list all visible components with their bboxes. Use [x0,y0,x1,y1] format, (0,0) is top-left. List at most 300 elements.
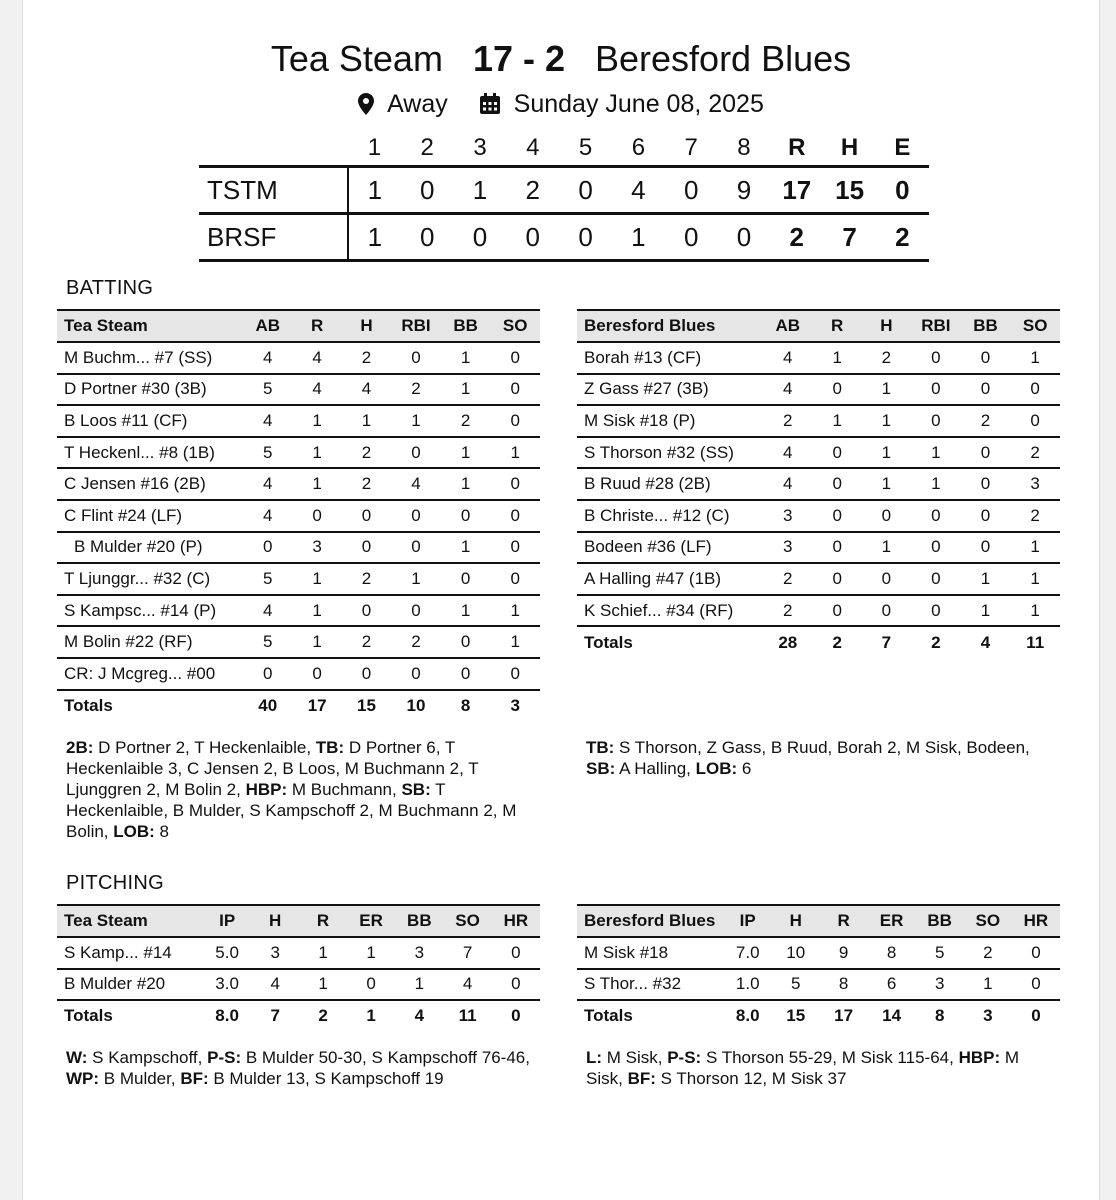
player-name: T Ljunggr... #32 (C) [57,563,243,595]
player-row [57,595,540,627]
stat-value: 0 [342,532,391,564]
stat-value: 1 [293,405,342,437]
player-row [57,342,540,374]
stat-value: 0 [243,658,293,690]
stat-value: 4 [763,437,813,469]
stat-value: 7.0 [724,937,772,969]
stat-value: 1 [862,374,911,406]
total-value: 11 [458,1006,477,1026]
player-row [57,626,540,658]
player-row [57,937,540,969]
stat-value: 0 [293,500,342,532]
inning-runs: 0 [665,214,718,261]
pitching-table-away [577,904,1060,1032]
batting-notes-away [586,737,1056,779]
stat-value: 1 [1010,342,1060,374]
pitching-table-home [57,904,540,1032]
total-value: 2 [318,1006,328,1026]
total-value: 40 [258,695,278,715]
note-label: LOB: [113,822,155,841]
stat-header-row [57,310,540,342]
stat-value: 3 [763,500,813,532]
note-text: 6 [737,759,752,778]
stat-value: 1 [299,969,347,1001]
inning-runs: 1 [348,167,401,214]
game-title [23,38,1099,80]
stat-value: 8 [820,969,868,1001]
stat-header: R [293,310,342,342]
inning-header: 8 [737,134,751,161]
total-value: 8.0 [735,1006,760,1026]
stat-value: 2 [1010,500,1060,532]
stat-value: 0 [961,437,1011,469]
note-label: P-S: [667,1048,702,1067]
stat-value: 1 [441,342,491,374]
stat-value: 0 [862,500,911,532]
note-label: BF: [180,1069,209,1088]
stat-value: 4 [293,342,342,374]
inning-runs: 1 [454,167,507,214]
team-header: Tea Steam [57,310,243,342]
note-label: L: [586,1048,603,1067]
stat-value: 1 [347,937,395,969]
batting-table-home [57,309,540,721]
stat-value: 4 [342,374,391,406]
stat-value: 2 [1010,437,1060,469]
player-row [57,969,540,1001]
player-row [577,468,1060,500]
note-text: S Thorson 12, M Sisk 37 [655,1069,847,1088]
stat-header-row [577,310,1060,342]
stat-value: 0 [1010,405,1060,437]
final-score: 17 - 2 [472,38,565,79]
inning-header: 4 [526,134,540,161]
stat-value: 0 [391,342,441,374]
player-name: C Jensen #16 (2B) [57,468,243,500]
stat-value: 0 [1010,374,1060,406]
stat-value: 3 [916,969,964,1001]
totals-label: Totals [584,632,633,652]
stat-header: R [299,905,347,937]
stat-value: 0 [391,500,441,532]
stat-header: SO [1010,310,1060,342]
stat-value: 1 [293,563,342,595]
stat-header: IP [724,905,772,937]
rhe-value: 0 [876,167,929,214]
stat-value: 2 [391,626,441,658]
total-value: 2 [931,632,941,652]
total-value: 3 [510,695,520,715]
player-name: A Halling #47 (1B) [577,563,763,595]
stat-value: 0 [492,969,540,1001]
note-label: P-S: [207,1048,242,1067]
stat-header: R [820,905,868,937]
stat-value: 0 [243,532,293,564]
note-text: S Kampschoff, [87,1048,208,1067]
player-name: K Schief... #34 (RF) [577,595,763,627]
totals-row [57,690,540,722]
team-header: Beresford Blues [577,310,763,342]
stat-value: 0 [961,500,1011,532]
stat-value: 1 [441,437,491,469]
batting-section-title: BATTING [66,277,154,299]
location-pin-icon [358,93,374,115]
stat-value: 0 [813,500,862,532]
stat-value: 0 [813,374,862,406]
note-text: 8 [154,822,169,841]
stat-value: 10 [772,937,820,969]
inning-runs: 1 [348,214,401,261]
note-text: A Halling, [615,759,696,778]
stat-value: 0 [813,437,862,469]
player-row [577,969,1060,1001]
stat-value: 1 [293,468,342,500]
note-label: BF: [627,1069,656,1088]
stat-header: RBI [391,310,441,342]
stat-header: SO [443,905,491,937]
stat-value: 1 [441,595,491,627]
stat-value: 1 [391,563,441,595]
stat-value: 0 [342,500,391,532]
stat-value: 0 [813,563,862,595]
stat-value: 9 [820,937,868,969]
stat-value: 2 [964,937,1012,969]
stat-value: 0 [961,342,1011,374]
stat-value: 1.0 [724,969,772,1001]
note-text: T Heckenlaible, B Mulder, S Kampschoff 2, M Buchmann 2, M Bolin, [66,780,517,841]
note-text: M Sisk, [602,1048,668,1067]
pitching-notes-home [66,1047,536,1089]
inning-header: 3 [473,134,487,161]
totals-row [577,1000,1060,1032]
total-value: 8 [460,695,471,715]
total-value: 15 [357,695,376,715]
game-date: Sunday June 08, 2025 [513,90,764,118]
player-row [577,342,1060,374]
total-value: 7 [270,1006,280,1026]
stat-value: 4 [243,342,293,374]
note-label: LOB: [695,759,738,778]
stat-value: 0 [347,969,395,1001]
stat-value: 5 [243,626,293,658]
player-row [57,532,540,564]
player-name: Z Gass #27 (3B) [577,374,763,406]
note-text: M Buchmann, [287,780,402,799]
stat-value: 1 [490,626,540,658]
player-name: S Thor... #32 [577,969,724,1001]
note-label: HBP: [245,780,288,799]
total-value: 0 [1031,1006,1041,1026]
stat-value: 2 [763,595,813,627]
note-label: SB: [586,759,616,778]
player-name: T Heckenl... #8 (1B) [57,437,243,469]
total-value: 2 [832,632,842,652]
totals-row [577,626,1060,658]
inning-runs: 9 [718,167,771,214]
player-name: B Christe... #12 (C) [577,500,763,532]
player-name: M Buchm... #7 (SS) [57,342,243,374]
stat-value: 4 [243,595,293,627]
player-name: S Kampsc... #14 (P) [57,595,243,627]
player-row [57,563,540,595]
stat-value: 4 [443,969,491,1001]
stat-value: 1 [490,437,540,469]
stat-value: 1 [342,405,391,437]
player-name: B Ruud #28 (2B) [577,468,763,500]
stat-value: 2 [961,405,1011,437]
batting-table-away [577,309,1060,658]
stat-value: 2 [342,342,391,374]
stat-header: ER [347,905,395,937]
stat-header: HR [492,905,540,937]
stat-value: 2 [763,563,813,595]
stat-value: 1 [293,595,342,627]
note-text: B Mulder, [99,1069,181,1088]
stat-value: 2 [342,563,391,595]
note-text: S Thorson 55-29, M Sisk 115-64, [701,1048,959,1067]
player-name: B Mulder #20 (P) [57,532,243,564]
total-value: 0 [511,1006,521,1026]
stat-value: 1 [293,437,342,469]
stat-value: 1 [961,563,1011,595]
player-row [57,658,540,690]
total-value: 17 [307,695,327,715]
stat-value: 0 [911,374,961,406]
stat-value: 0 [391,532,441,564]
stat-value: 1 [1010,595,1060,627]
line-score-row [199,167,929,214]
stat-value: 4 [391,468,441,500]
note-text: D Portner 6, T Heckenlaible 3, C Jensen 2, B Loos, M Buchmann 2, T Ljunggren 2, M Bolin 2, [66,738,479,799]
stat-header-row [57,905,540,937]
stat-value: 1 [961,595,1011,627]
stat-value: 1 [395,969,443,1001]
stat-value: 0 [911,500,961,532]
inning-header: 2 [420,134,434,161]
stat-header: H [342,310,391,342]
player-row [57,468,540,500]
stat-value: 1 [862,532,911,564]
stat-header: H [251,905,299,937]
stat-value: 1 [1010,532,1060,564]
stat-value: 0 [490,468,540,500]
stat-header: SO [964,905,1012,937]
stat-value: 1 [862,437,911,469]
inning-runs: 0 [718,214,771,261]
stat-value: 0 [342,595,391,627]
stat-value: 5 [243,563,293,595]
stat-value: 2 [342,437,391,469]
stat-header: H [772,905,820,937]
game-info [23,90,1099,119]
player-row [57,500,540,532]
stat-header: HR [1012,905,1060,937]
stat-value: 0 [813,532,862,564]
player-row [57,437,540,469]
pitching-section-title: PITCHING [66,872,164,894]
totals-row [57,1000,540,1032]
stat-header: BB [961,310,1011,342]
player-name: CR: J Mcgreg... #00 [57,658,243,690]
stat-value: 0 [490,532,540,564]
stat-value: 1 [1010,563,1060,595]
stat-header: AB [763,310,813,342]
stat-value: 0 [911,342,961,374]
stat-value: 1 [299,937,347,969]
stat-value: 0 [490,563,540,595]
stat-header: BB [395,905,443,937]
player-row [577,563,1060,595]
stat-value: 4 [251,969,299,1001]
stat-value: 3 [395,937,443,969]
stat-value: 4 [763,342,813,374]
totals-label: Totals [64,1006,113,1026]
player-row [577,437,1060,469]
stat-value: 0 [862,563,911,595]
inning-runs: 0 [665,167,718,214]
player-name: D Portner #30 (3B) [57,374,243,406]
stat-value: 0 [911,532,961,564]
rhe-value: 7 [823,214,876,261]
player-row [577,937,1060,969]
stat-value: 0 [961,468,1011,500]
stat-value: 0 [961,532,1011,564]
stat-value: 5 [243,374,293,406]
totals-label: Totals [64,695,113,715]
stat-value: 1 [441,374,491,406]
stat-value: 0 [813,595,862,627]
stat-value: 0 [862,595,911,627]
note-text: B Mulder 13, S Kampschoff 19 [208,1069,444,1088]
note-text: M Sisk, [586,1048,1020,1088]
stat-value: 0 [911,563,961,595]
player-name: M Sisk #18 (P) [577,405,763,437]
total-value: 17 [834,1006,854,1026]
inning-runs: 4 [612,167,665,214]
note-label: 2B: [66,738,94,757]
rhe-value: 2 [770,214,823,261]
stat-header: BB [441,310,491,342]
inning-runs: 0 [454,214,507,261]
inning-runs: 0 [559,167,612,214]
rhe-value: 17 [770,167,823,214]
player-name: M Bolin #22 (RF) [57,626,243,658]
stat-value: 5.0 [203,937,251,969]
inning-runs: 1 [612,214,665,261]
stat-value: 0 [911,405,961,437]
inning-header: 6 [631,134,646,161]
line-score-team: TSTM [199,167,348,214]
rhe-value: 15 [823,167,876,214]
stat-value: 2 [862,342,911,374]
stat-value: 1 [813,342,862,374]
stat-value: 0 [490,342,540,374]
rhe-value: 2 [876,214,929,261]
note-label: WP: [66,1069,100,1088]
stat-value: 1 [391,405,441,437]
stat-value: 1 [911,468,961,500]
rhe-header: R [788,134,806,161]
total-value: 1 [366,1006,376,1026]
stat-value: 0 [391,595,441,627]
stat-value: 5 [772,969,820,1001]
note-label: TB: [315,738,345,757]
inning-runs: 2 [506,167,559,214]
stat-header: R [813,310,862,342]
note-label: SB: [401,780,431,799]
player-name: S Thorson #32 (SS) [577,437,763,469]
batting-notes-home [66,737,536,842]
pitching-notes-away [586,1047,1056,1089]
stat-value: 0 [813,468,862,500]
stat-value: 2 [763,405,813,437]
stat-header: IP [203,905,251,937]
stat-value: 7 [443,937,491,969]
stat-value: 0 [492,937,540,969]
total-value: 4 [414,1006,425,1026]
player-row [577,374,1060,406]
total-value: 14 [882,1006,902,1026]
stat-header-row [577,905,1060,937]
total-value: 8 [934,1006,945,1026]
total-value: 7 [881,632,892,652]
calendar-icon [479,93,501,115]
stat-value: 3 [763,532,813,564]
stat-value: 1 [441,468,491,500]
player-row [577,595,1060,627]
line-score-row [199,214,929,261]
team-header: Beresford Blues [577,905,724,937]
total-value: 11 [1026,632,1045,652]
stat-value: 0 [1012,937,1060,969]
stat-value: 4 [243,405,293,437]
player-row [577,500,1060,532]
away-team-name: Beresford Blues [595,38,852,79]
stat-value: 3 [1010,468,1060,500]
player-name: Bodeen #36 (LF) [577,532,763,564]
line-score-table [199,131,929,262]
total-value: 15 [786,1006,806,1026]
stat-value: 4 [763,374,813,406]
player-row [57,374,540,406]
home-team-name: Tea Steam [270,38,443,79]
rhe-header: H [840,134,859,161]
stat-value: 0 [490,374,540,406]
inning-header: 5 [578,134,593,161]
stat-header: SO [490,310,540,342]
box-score-page [22,0,1100,1200]
player-name: S Kamp... #14 [57,937,203,969]
note-text: B Mulder 50-30, S Kampschoff 76-46, [241,1048,530,1067]
inning-runs: 0 [401,214,454,261]
player-name: Borah #13 (CF) [577,342,763,374]
inning-runs: 0 [506,214,559,261]
note-text: D Portner 2, T Heckenlaible, [93,738,316,757]
stat-value: 3 [293,532,342,564]
stat-value: 2 [441,405,491,437]
stat-value: 2 [342,468,391,500]
stat-header: H [862,310,911,342]
stat-value: 8 [868,937,916,969]
stat-value: 1 [490,595,540,627]
inning-runs: 0 [559,214,612,261]
stat-value: 0 [441,563,491,595]
stat-value: 0 [441,658,491,690]
stat-value: 2 [342,626,391,658]
stat-value: 3 [251,937,299,969]
stat-value: 1 [911,437,961,469]
stat-value: 1 [862,468,911,500]
